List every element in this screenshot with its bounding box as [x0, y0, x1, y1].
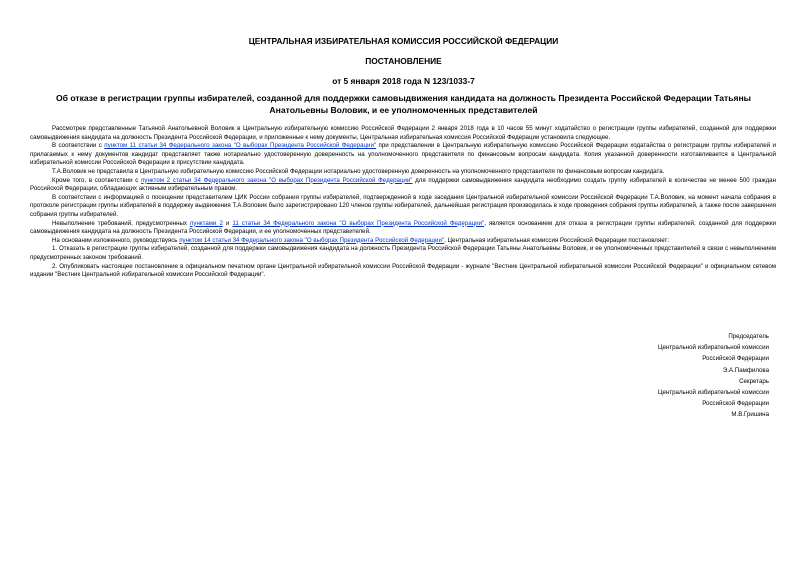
paragraph: На основании изложенного, руководствуясь пунктом 14 статьи 34 Федерального закона "О выборах Президента Российской Федерации", Центральная избирательная комиссия Российской Федерации постановляет:: [52, 236, 669, 244]
chair-title: Председатель: [728, 333, 769, 340]
paragraph: Т.А.Воловик не представила в Центральную избирательную комиссию Российской Федерации нотариально удостоверенную доверенность на уполномоченного представителя по финансовым вопросам кандидата.: [52, 167, 665, 175]
paragraph: Кроме того, в соответствии с пунктом 2 статьи 34 Федерального закона "О выборах Президента Российской Федерации" для поддержки самовыдвижения кандидата необходимо создать группу избирателей в количестве не менее 500 граждан Российской Федерации, обладающих активным избирательным правом.: [30, 176, 776, 193]
chair-org-line-1: Центральной избирательной комиссии: [657, 344, 769, 352]
secretary-org-line-1: Центральной избирательной комиссии: [657, 389, 769, 397]
chair-org-line-2: Российской Федерации: [702, 355, 769, 363]
secretary-name: М.В.Гришина: [731, 411, 769, 419]
law-link-article-34-p14[interactable]: пунктом 14 статьи 34 Федерального закона "О выборах Президента Российской Федерации": [179, 236, 445, 244]
document-type-heading: ПОСТАНОВЛЕНИЕ: [365, 56, 442, 66]
chair-name: Э.А.Памфилова: [722, 366, 769, 374]
law-link-article-34-p11-b[interactable]: 11 статьи 34 Федерального закона "О выборах Президента Российской Федерации": [232, 219, 485, 227]
document-title: Об отказе в регистрации группы избирателей, созданной для поддержки самовыдвижения кандидата на должность Президента Российской Федерации Татьяны Анатольевны Воловик, и ее уполномоченных представителей: [55, 93, 752, 115]
paragraph: 1. Отказать в регистрации группы избирателей, созданной для поддержки самовыдвижения кандидата на должность Президента Российской Федерации Татьяны Анатольевны Воловик, и ее уполномоченных представителей в связи с невыполнением предусмотренных законом требований.: [30, 245, 776, 261]
law-link-points-2[interactable]: пунктами 2: [190, 219, 223, 227]
document-body: [30, 125, 776, 280]
law-link-article-34-p2[interactable]: пунктом 2 статьи 34 Федерального закона "О выборах Президента Российской Федерации": [141, 176, 413, 184]
secretary-title: Секретарь: [739, 377, 769, 385]
signature-block: [658, 331, 769, 421]
document-date-number: от 5 января 2018 года N 123/1033-7: [332, 76, 475, 86]
secretary-org-line-2: Российской Федерации: [702, 400, 769, 408]
paragraph: В соответствии с пунктом 11 статьи 34 Федерального закона "О выборах Президента Российской Федерации" при представлении в Центральную избирательную комиссию Российской Федерации ходатайства о регистрации группы избирателей и прилагаемых к нему документов кандидат представляет также нотариально удостоверенную доверенность на уполномоченного представителя по финансовым вопросам кандидата. Копия указанной доверенности изготавливается в Центральной избирательной комиссии Российской Федерации в присутствии кандидата.: [30, 142, 776, 167]
law-link-article-34-p11[interactable]: пунктом 11 статьи 34 Федерального закона "О выборах Президента Российской Федерации": [104, 142, 377, 150]
paragraph: В соответствии с информацией о посещении представителем ЦИК России собрания группы избирателей, подтвержденной в ходе заседания Центральной избирательной комиссии Российской Федерации Т.А.Воловик, на момент начала собрания в протоколе регистрации группы избирателей в поддержку выдвижения Т.А.Воловик было зарегистрировано 120 членов группы избирателей, дальнейшая регистрация производилась в ходе проведения собрания группы избирателей, а также после завершения собрания группы избирателей.: [30, 193, 776, 218]
paragraph: 2. Опубликовать настоящее постановление в официальном печатном органе Центральной избирательной комиссии Российской Федерации - журнале "Вестник Центральной избирательной комиссии Российской Федерации" и официальном сетевом издании "Вестник Центральной избирательной комиссии Российской Федерации".: [30, 262, 776, 279]
organization-heading: ЦЕНТРАЛЬНАЯ ИЗБИРАТЕЛЬНАЯ КОМИССИЯ РОССИЙСКОЙ ФЕДЕРАЦИИ: [248, 36, 559, 46]
paragraph: Рассмотрев представленные Татьяной Анатольевной Воловик в Центральную избирательную комиссию Российской Федерации 2 января 2018 года в 10 часов 55 минут ходатайство о регистрации группы избирателей, созданной для поддержки самовыдвижения кандидата на должность Президента Российской Федерации, и приложенные к нему документы, Центральная избирательная комиссия Российской Федерации установила следующее.: [30, 125, 776, 141]
paragraph: Невыполнение требований, предусмотренных пунктами 2 и 11 статьи 34 Федерального закона "О выборах Президента Российской Федерации", является основанием для отказа в регистрации группы избирателей, созданной для поддержки самовыдвижения кандидата на должность Президента Российской Федерации, и ее уполномоченных представителей.: [30, 219, 776, 236]
